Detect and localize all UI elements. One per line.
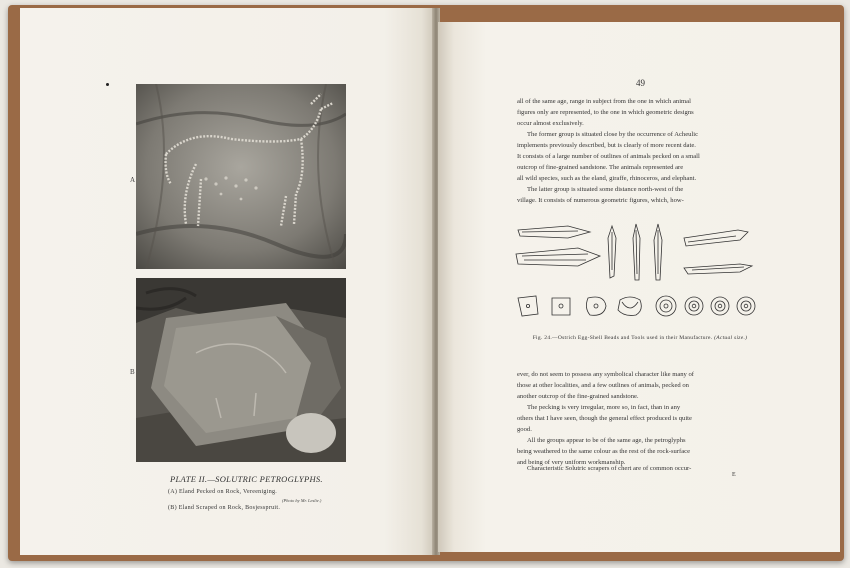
text-line: all wild species, such as the eland, giraffe, rhinoceros, and elephant. <box>517 175 697 182</box>
text-line: being weathered to the same colour as the rest of the rock-surface <box>517 448 691 455</box>
text-line: all of the same age, range in subject from the one in which animal <box>517 98 691 105</box>
text-line: occur almost exclusively. <box>517 120 584 127</box>
text-line: figures only are represented, to the one in which geometric designs <box>517 109 694 116</box>
text-line: outcrop of fine-grained sandstone. The animals represented are <box>517 164 684 171</box>
left-page <box>20 8 434 555</box>
photo-plate-a <box>136 84 346 269</box>
text-line: The latter group is situated some distance north-west of the <box>527 186 684 193</box>
figure-caption-text: Fig. 24.—Ostrich Egg-Shell Beads and Tools used in their Manufacture. <box>532 335 713 341</box>
text-line: All the groups appear to be of the same age, the petroglyphs <box>527 437 686 444</box>
text-line: village. It consists of numerous geometric figures, which, how- <box>517 197 684 204</box>
text-line: those at other localities, and a few outlines of animals, pecked on <box>517 382 689 389</box>
page-number: 49 <box>636 78 645 88</box>
photo-a-label: A <box>130 176 136 184</box>
paragraph-7 <box>517 463 749 474</box>
text-line: and being of very uniform workmanship. <box>517 459 626 466</box>
plate-title: PLATE II.—SOLUTRIC PETROGLYPHS. <box>170 474 323 484</box>
text-line: good. <box>517 426 532 433</box>
figure-24-illustration <box>508 218 758 330</box>
text-line: The former group is situated close by the occurrence of Acheulic <box>527 131 699 138</box>
caption-a: (A) Eland Pecked on Rock, Vereeniging. <box>168 489 278 495</box>
text-line: implements previously described, but is clearly of more recent date. <box>517 142 696 149</box>
paragraph-1 <box>517 96 749 129</box>
photo-credit: (Photo by Mr. Leslie.) <box>282 498 322 503</box>
photo-b-label: B <box>130 368 135 376</box>
text-line: Characteristic Solutric scrapers of chert are of common occur- <box>527 465 692 472</box>
text-line: another outcrop of the fine-grained sandstone. <box>517 393 639 400</box>
ink-speck <box>106 83 109 86</box>
text-line: ever, do not seem to possess any symbolical character like many of <box>517 371 694 378</box>
paragraph-2 <box>517 129 749 184</box>
caption-b: (B) Eland Scraped on Rock, Bosjesspruit. <box>168 505 281 511</box>
paragraph-5 <box>517 402 749 435</box>
figure-caption-note: (Actual size.) <box>714 335 748 341</box>
text-line: It consists of a large number of outlines of animals pecked on a small <box>517 153 700 160</box>
text-line: others that I have seen, though the general effect produced is quite <box>517 415 692 422</box>
signature-mark: E <box>732 472 736 478</box>
paragraph-4 <box>517 369 749 402</box>
figure-caption <box>522 334 758 343</box>
paragraph-3 <box>517 184 749 206</box>
text-line: The pecking is very irregular, more so, in fact, than in any <box>527 404 681 411</box>
photo-plate-b <box>136 278 346 462</box>
